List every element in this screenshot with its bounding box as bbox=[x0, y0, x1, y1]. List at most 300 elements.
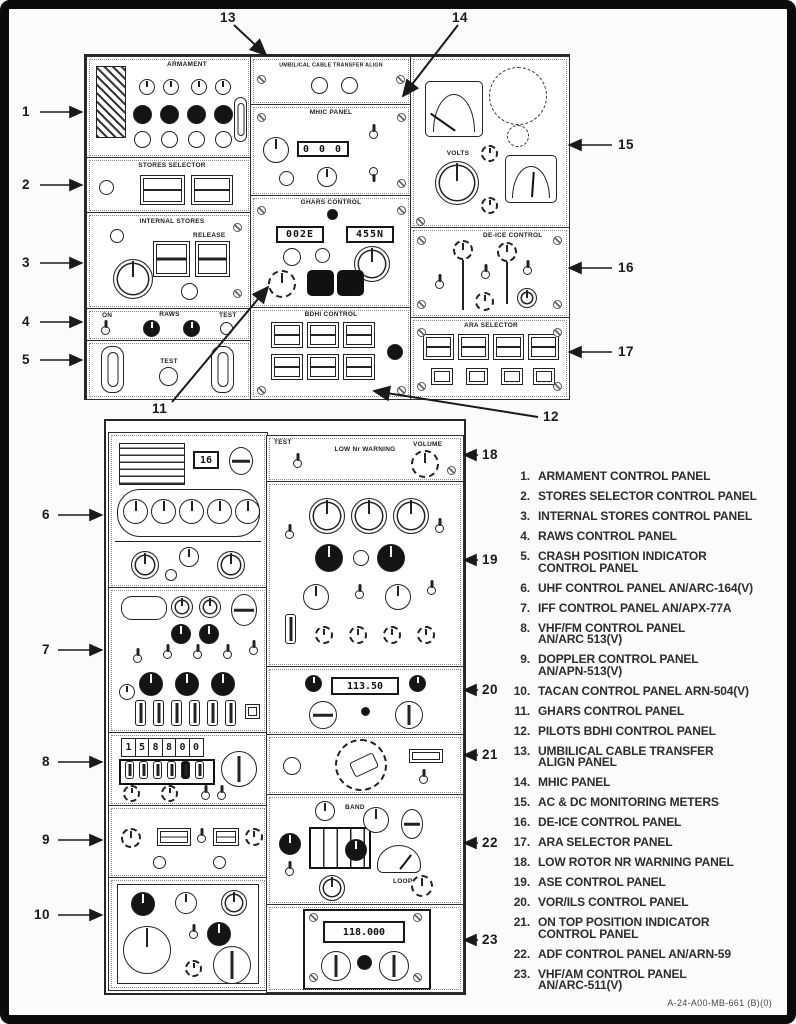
knob bbox=[315, 626, 333, 644]
digit-cell: 5 bbox=[135, 738, 150, 757]
screw bbox=[553, 236, 562, 245]
bottom-panel-group bbox=[104, 419, 466, 995]
legend-item-line2: AN/APN-513(V) bbox=[538, 663, 623, 678]
tune-knob bbox=[319, 875, 345, 901]
panel-ghars-control bbox=[250, 195, 412, 309]
legend-item-number: 20. bbox=[513, 895, 530, 909]
legend-list bbox=[508, 471, 792, 1000]
connector bbox=[341, 77, 358, 94]
toggle-switch bbox=[189, 930, 198, 939]
legend-item bbox=[508, 837, 792, 849]
panel-header: GHARS CONTROL bbox=[300, 199, 362, 206]
on-label: ON bbox=[102, 312, 113, 319]
tuning-meter bbox=[377, 845, 421, 873]
legend-item-label bbox=[538, 683, 749, 698]
knob bbox=[363, 807, 389, 833]
knob bbox=[279, 833, 301, 855]
loop-knob bbox=[411, 875, 433, 897]
screw bbox=[233, 223, 242, 232]
legend-item bbox=[508, 877, 792, 889]
slider-knob bbox=[453, 240, 473, 260]
legend-item-label bbox=[538, 917, 709, 940]
code-knob bbox=[139, 672, 163, 696]
band-label: BAND bbox=[345, 804, 365, 811]
legend-item-line1: ASE CONTROL PANEL bbox=[538, 875, 666, 889]
legend-item-line1: GHARS CONTROL PANEL bbox=[538, 703, 685, 718]
screw bbox=[417, 328, 426, 337]
push-button bbox=[533, 368, 555, 385]
toggle-switch bbox=[419, 775, 428, 784]
legend-item bbox=[508, 743, 792, 769]
band-crank bbox=[315, 801, 335, 821]
selector-button bbox=[271, 322, 303, 348]
panel-armament-control bbox=[86, 56, 252, 159]
legend-item-label bbox=[538, 580, 753, 595]
panel-adf-control bbox=[266, 794, 464, 906]
legend-item-label bbox=[538, 471, 710, 483]
screw bbox=[397, 386, 406, 395]
tuning-lever bbox=[181, 761, 190, 779]
legend-item bbox=[508, 703, 792, 718]
callout-1: 1 bbox=[22, 104, 31, 119]
screw bbox=[396, 75, 405, 84]
legend-item-line2: ALIGN PANEL bbox=[538, 755, 617, 769]
knob bbox=[345, 839, 367, 861]
panel-uhf-control bbox=[108, 432, 268, 589]
legend-item-line2: CONTROL PANEL bbox=[538, 560, 639, 575]
release-window bbox=[153, 241, 190, 277]
meter-needle bbox=[399, 855, 412, 870]
legend-item-number: 11. bbox=[514, 703, 530, 718]
legend-item bbox=[508, 620, 792, 646]
legend-item-number: 19. bbox=[513, 875, 530, 889]
rotary-selector-knob bbox=[113, 259, 153, 299]
screw bbox=[257, 113, 266, 122]
toggle-switch bbox=[435, 524, 444, 533]
callout-7: 7 bbox=[42, 642, 51, 657]
legend-item bbox=[508, 551, 792, 574]
mode-knob bbox=[131, 551, 159, 579]
tuning-knob bbox=[395, 701, 423, 729]
switch-lever bbox=[217, 352, 228, 387]
divider bbox=[115, 541, 261, 542]
panel-ase-control bbox=[266, 481, 464, 668]
code-knob bbox=[175, 672, 199, 696]
knob bbox=[185, 960, 202, 977]
test-label: TEST bbox=[274, 439, 292, 446]
callout-3: 3 bbox=[22, 255, 31, 270]
legend-item-line1: VHF/FM CONTROL PANEL bbox=[538, 620, 686, 635]
toggle-switch bbox=[163, 650, 172, 659]
toggle-switch bbox=[435, 280, 444, 289]
loop-label: LOOP bbox=[393, 878, 413, 885]
knob bbox=[161, 785, 178, 802]
knob bbox=[175, 892, 197, 914]
toggle-switch bbox=[285, 530, 294, 539]
indicator-lamp bbox=[153, 856, 166, 869]
latitude-counter: 455N bbox=[346, 226, 394, 243]
selector-button bbox=[343, 354, 375, 380]
legend-item-number: 2. bbox=[520, 489, 530, 503]
panel-tacan-control bbox=[108, 877, 268, 991]
knob bbox=[327, 209, 338, 220]
screw bbox=[233, 289, 242, 298]
legend-item bbox=[508, 580, 792, 595]
tuning-lever bbox=[125, 761, 134, 779]
push-button bbox=[214, 105, 233, 124]
legend-item-line1: CRASH POSITION INDICATOR bbox=[538, 549, 707, 563]
legend-item bbox=[508, 777, 792, 789]
switch-lever bbox=[237, 103, 244, 136]
top-panel-group bbox=[84, 54, 570, 400]
knob bbox=[383, 626, 401, 644]
release-window bbox=[195, 241, 230, 277]
dc-meter bbox=[505, 155, 557, 203]
legend-item bbox=[508, 897, 792, 909]
toggle-switch bbox=[217, 791, 226, 800]
legend-item-line2: AN/ARC 513(V) bbox=[538, 632, 623, 646]
legend-item-line1: LOW ROTOR NR WARNING PANEL bbox=[538, 855, 734, 869]
indicator-lamp bbox=[110, 229, 124, 243]
push-button bbox=[160, 105, 179, 124]
master-knob bbox=[231, 594, 257, 626]
selector-button bbox=[271, 354, 303, 380]
push-button bbox=[337, 270, 364, 296]
selector-window bbox=[191, 175, 233, 205]
panel-header: UMBILICAL CABLE TRANSFER ALIGN bbox=[279, 62, 383, 68]
legend-item-line2: AN/ARC-511(V) bbox=[538, 978, 623, 992]
screw bbox=[417, 382, 426, 391]
knob bbox=[123, 785, 140, 802]
selector-button bbox=[307, 354, 339, 380]
screw bbox=[257, 386, 266, 395]
knob bbox=[181, 283, 198, 300]
channel-dial bbox=[123, 926, 171, 974]
indicator-lamp bbox=[215, 131, 232, 148]
callout-20: 20 bbox=[482, 682, 499, 697]
legend-item-number: 12. bbox=[513, 723, 530, 738]
legend-item-line1: VOR/ILS CONTROL PANEL bbox=[538, 895, 689, 909]
panel-raws-control bbox=[86, 308, 252, 342]
legend-item-number: 8. bbox=[520, 620, 530, 635]
legend-item bbox=[508, 797, 792, 809]
knob bbox=[119, 684, 135, 700]
legend-item-number: 4. bbox=[520, 529, 530, 543]
toggle-switch bbox=[355, 590, 364, 599]
screw bbox=[413, 913, 422, 922]
screw bbox=[416, 217, 425, 226]
frequency-knob bbox=[123, 499, 148, 524]
legend-item-number: 15. bbox=[513, 795, 530, 809]
knob bbox=[171, 624, 191, 644]
screw bbox=[309, 913, 318, 922]
panel-ac-dc-monitoring-meters bbox=[410, 56, 570, 229]
legend-item-label bbox=[538, 743, 714, 769]
test-button bbox=[220, 322, 233, 335]
legend-item-line1: AC & DC MONITORING METERS bbox=[538, 795, 719, 809]
panel-vhf-am-control bbox=[266, 904, 464, 993]
lever-switch bbox=[171, 700, 182, 726]
push-button bbox=[133, 105, 152, 124]
knob bbox=[303, 584, 329, 610]
code-knob bbox=[211, 672, 235, 696]
tuning-lever bbox=[167, 761, 176, 779]
panel-stores-selector bbox=[86, 157, 252, 214]
knob bbox=[163, 79, 179, 95]
lever-switch bbox=[189, 700, 200, 726]
legend-item-number: 7. bbox=[520, 600, 530, 615]
knob bbox=[315, 544, 343, 572]
legend-item bbox=[508, 917, 792, 940]
knob bbox=[131, 892, 155, 916]
knob bbox=[199, 596, 221, 618]
legend-item-number: 9. bbox=[520, 652, 530, 666]
screw bbox=[309, 973, 318, 982]
knob bbox=[387, 344, 403, 360]
knob bbox=[143, 320, 160, 337]
toggle-switch bbox=[369, 167, 378, 176]
toggle-switch bbox=[293, 459, 302, 468]
knob bbox=[317, 167, 337, 187]
frequency-knob bbox=[151, 499, 176, 524]
legend-item-line1: UHF CONTROL PANEL AN/ARC-164(V) bbox=[538, 580, 753, 595]
channel-knob bbox=[221, 751, 257, 787]
selector-window bbox=[140, 175, 185, 205]
digit-cell: 8 bbox=[148, 738, 163, 757]
panel-ara-selector bbox=[410, 317, 570, 400]
callout-4: 4 bbox=[22, 314, 31, 329]
callout-6: 6 bbox=[42, 507, 51, 522]
screw bbox=[553, 382, 562, 391]
selector-button bbox=[493, 334, 524, 360]
panel-vor-ils-control bbox=[266, 666, 464, 736]
toggle-switch bbox=[223, 650, 232, 659]
legend-item-line1: STORES SELECTOR CONTROL PANEL bbox=[538, 489, 757, 503]
tuning-lever bbox=[153, 761, 162, 779]
knob bbox=[517, 288, 537, 308]
panel-header: RAWS bbox=[159, 311, 180, 318]
legend-item-line1: ADF CONTROL PANEL AN/ARN-59 bbox=[538, 946, 731, 961]
knob bbox=[475, 292, 494, 311]
panel-header: ARMAMENT bbox=[167, 61, 207, 68]
tuning-knob bbox=[321, 951, 351, 981]
legend-item-number: 10. bbox=[513, 683, 530, 698]
push-button bbox=[187, 105, 206, 124]
frequency-knob bbox=[235, 499, 260, 524]
screw bbox=[417, 300, 426, 309]
indicator-lamp bbox=[188, 131, 205, 148]
toggle-switch bbox=[369, 130, 378, 139]
legend-item-label bbox=[538, 797, 719, 809]
legend-item-number: 6. bbox=[520, 580, 530, 595]
screw bbox=[257, 206, 266, 215]
screw bbox=[553, 328, 562, 337]
knob bbox=[215, 79, 231, 95]
ac-meter bbox=[425, 81, 483, 137]
slider-track bbox=[462, 252, 464, 310]
knob bbox=[417, 626, 435, 644]
legend-item-line1: VHF/AM CONTROL PANEL bbox=[538, 966, 687, 981]
legend-item bbox=[508, 857, 792, 869]
panel-doppler-control bbox=[108, 805, 268, 879]
knob bbox=[377, 544, 405, 572]
legend-item-line1: ON TOP POSITION INDICATOR bbox=[538, 915, 710, 929]
legend-item-label bbox=[538, 620, 686, 646]
knob bbox=[183, 320, 200, 337]
push-button bbox=[245, 704, 260, 719]
legend-item-label bbox=[538, 703, 685, 718]
indicator-lamp bbox=[134, 131, 151, 148]
lever-switch bbox=[225, 700, 236, 726]
panel-internal-stores bbox=[86, 212, 252, 310]
knob bbox=[385, 584, 411, 610]
screw bbox=[417, 236, 426, 245]
legend-item-label bbox=[538, 817, 681, 829]
function-knob bbox=[401, 809, 423, 839]
selector-button bbox=[528, 334, 559, 360]
guarded-switch bbox=[234, 97, 247, 142]
legend-item-number: 5. bbox=[520, 549, 530, 563]
screw bbox=[257, 75, 266, 84]
callout-13: 13 bbox=[220, 10, 237, 25]
panel-header: ARA SELECTOR bbox=[464, 322, 518, 329]
panel-iff-control bbox=[108, 587, 268, 734]
indicator-lamp bbox=[161, 131, 178, 148]
panel-on-top-position-indicator bbox=[266, 734, 464, 796]
lever-switch bbox=[285, 614, 296, 644]
callout-5: 5 bbox=[22, 352, 31, 367]
legend-item-label bbox=[538, 966, 687, 992]
tuning-lever bbox=[195, 761, 204, 779]
legend-item-label bbox=[538, 897, 688, 909]
legend-item-number: 22. bbox=[513, 946, 530, 961]
preset-channel-display: 16 bbox=[193, 451, 219, 469]
knob bbox=[283, 248, 301, 266]
legend-item-line1: DE-ICE CONTROL PANEL bbox=[538, 815, 682, 829]
figure-reference: A-24-A00-MB-661 (B)(0) bbox=[667, 998, 772, 1008]
knob bbox=[357, 955, 372, 970]
panel-mhic bbox=[250, 104, 412, 197]
screw bbox=[553, 300, 562, 309]
callout-21: 21 bbox=[482, 747, 499, 762]
selector-button bbox=[458, 334, 489, 360]
mode-selector-knob bbox=[213, 946, 251, 984]
selector-button bbox=[423, 334, 454, 360]
legend-item bbox=[508, 946, 792, 961]
knob bbox=[393, 498, 429, 534]
knob bbox=[221, 890, 247, 916]
callout-15: 15 bbox=[618, 137, 635, 152]
panel-vhf-fm-control bbox=[108, 732, 268, 807]
legend-item bbox=[508, 511, 792, 523]
knob bbox=[179, 547, 199, 567]
callout-12: 12 bbox=[543, 409, 560, 424]
screw bbox=[413, 973, 422, 982]
release-label: RELEASE bbox=[193, 232, 226, 239]
knob bbox=[171, 596, 193, 618]
callout-9: 9 bbox=[42, 832, 51, 847]
push-button bbox=[501, 368, 523, 385]
legend-item-label bbox=[538, 837, 672, 849]
digit-cell: 0 bbox=[175, 738, 190, 757]
knob bbox=[121, 828, 141, 848]
legend-item-line2: CONTROL PANEL bbox=[538, 926, 639, 941]
callout-11: 11 bbox=[152, 401, 168, 416]
indicator-window bbox=[157, 828, 191, 846]
callout-14: 14 bbox=[452, 10, 469, 25]
test-label: TEST bbox=[160, 358, 178, 365]
code-window bbox=[121, 596, 167, 620]
knob bbox=[315, 248, 330, 263]
knob bbox=[361, 707, 370, 716]
knob bbox=[481, 145, 498, 162]
selector-button bbox=[343, 322, 375, 348]
tuning-knob bbox=[309, 701, 337, 729]
legend-item-label bbox=[538, 531, 677, 543]
frequency-display: 113.50 bbox=[331, 677, 399, 695]
digit-cell: 0 bbox=[189, 738, 204, 757]
knob bbox=[309, 498, 345, 534]
callout-2: 2 bbox=[22, 177, 31, 192]
legend-item bbox=[508, 531, 792, 543]
longitude-counter: 002E bbox=[276, 226, 324, 243]
tuning-knob bbox=[379, 951, 409, 981]
legend-item bbox=[508, 723, 792, 738]
frequency-knob bbox=[179, 499, 204, 524]
volume-label: VOLUME bbox=[413, 441, 443, 448]
panel-umbilical-cable-transfer-align bbox=[250, 56, 412, 106]
screw bbox=[397, 206, 406, 215]
indicator-window bbox=[409, 749, 443, 763]
tuning-lever bbox=[139, 761, 148, 779]
warning-label: LOW Nr WARNING bbox=[334, 446, 396, 453]
toggle-switch bbox=[101, 326, 110, 335]
preset-channel-card bbox=[119, 443, 185, 485]
legend-item bbox=[508, 966, 792, 992]
knob bbox=[305, 675, 322, 692]
counter-display: 0 0 0 bbox=[297, 141, 349, 157]
lever-switch bbox=[207, 700, 218, 726]
toggle-switch bbox=[197, 834, 206, 843]
indicator-window bbox=[213, 828, 239, 846]
function-knob bbox=[217, 551, 245, 579]
knob bbox=[139, 79, 155, 95]
test-label: TEST bbox=[219, 312, 237, 319]
legend-item-line1: ARA SELECTOR PANEL bbox=[538, 835, 673, 849]
guarded-switch bbox=[211, 346, 234, 393]
panel-crash-position-indicator bbox=[86, 340, 252, 400]
panel-header: DE-ICE CONTROL bbox=[483, 232, 543, 239]
knob bbox=[351, 498, 387, 534]
indicator-lamp bbox=[213, 856, 226, 869]
toggle-switch bbox=[285, 867, 294, 876]
legend-item-line1: RAWS CONTROL PANEL bbox=[538, 529, 677, 543]
cutout-circle bbox=[489, 67, 547, 125]
legend-item-label bbox=[538, 777, 610, 789]
legend-item bbox=[508, 491, 792, 503]
digit-cell: 1 bbox=[121, 738, 136, 757]
legend-item-number: 14. bbox=[513, 775, 530, 789]
legend-item-label bbox=[538, 723, 716, 738]
knob bbox=[207, 922, 231, 946]
volts-label: VOLTS bbox=[446, 150, 470, 157]
test-button bbox=[159, 367, 178, 386]
callout-23: 23 bbox=[482, 932, 499, 947]
push-button bbox=[431, 368, 453, 385]
panel-header: MHIC PANEL bbox=[309, 109, 353, 116]
knob bbox=[245, 828, 263, 846]
frequency-digit-row bbox=[121, 738, 202, 757]
